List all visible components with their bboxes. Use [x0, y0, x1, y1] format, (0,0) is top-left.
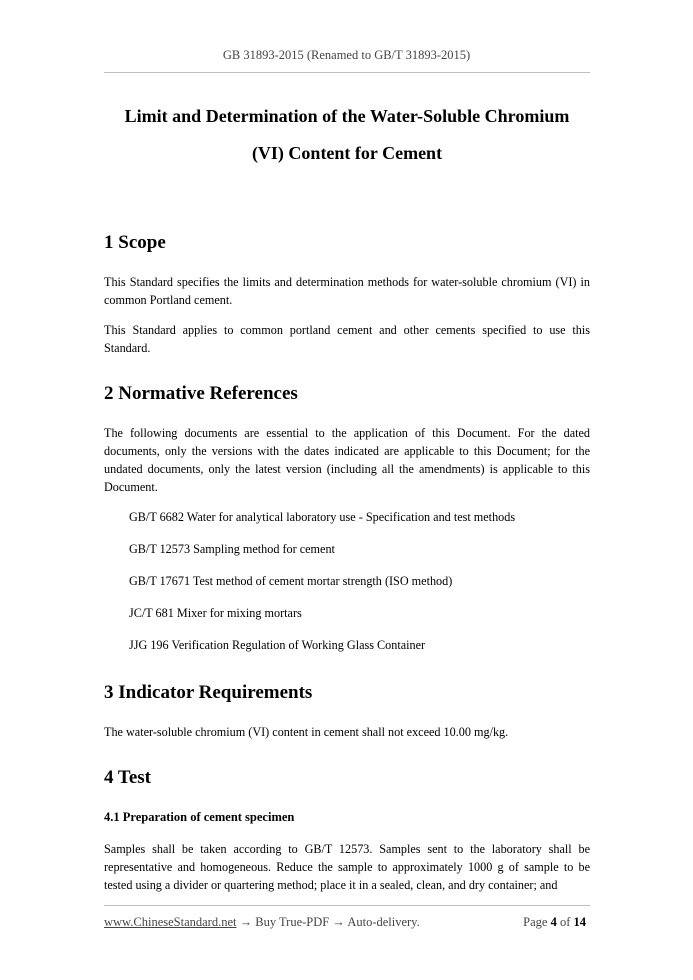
- header-divider: [104, 72, 590, 73]
- test-paragraph-1: Samples shall be taken according to GB/T 12573. Samples sent to the laboratory shall be representative and homogeneous. Reduce the sample to approximately 1000 g of sample to be tested using a divider or quartering method; place it in a sealed, clean, and dry container; and: [104, 842, 590, 892]
- of-label: of: [559, 915, 571, 929]
- section-heading-test: 4 Test: [104, 767, 151, 788]
- reference-item: GB/T 17671 Test method of cement mortar strength (ISO method): [129, 574, 453, 588]
- page-header: GB 31893-2015 (Renamed to GB/T 31893-2015): [222, 48, 471, 62]
- scope-paragraph-1: This Standard specifies the limits and determination methods for water-soluble chromium (VI) in common Portland cement.: [104, 275, 590, 307]
- reference-item: JJG 196 Verification Regulation of Working Glass Container: [129, 638, 426, 652]
- buy-true-pdf-text: Buy True-PDF: [255, 915, 330, 929]
- reference-item: GB/T 12573 Sampling method for cement: [129, 542, 335, 556]
- reference-item: GB/T 6682 Water for analytical laboratory use - Specification and test methods: [129, 510, 516, 524]
- reference-item: JC/T 681 Mixer for mixing mortars: [129, 606, 302, 620]
- arrow-right-icon: →: [332, 915, 345, 929]
- total-pages: 14: [573, 915, 586, 929]
- subsection-heading-4-1: 4.1 Preparation of cement specimen: [104, 810, 295, 824]
- current-page: 4: [550, 915, 557, 929]
- chinesestandard-link[interactable]: www.ChineseStandard.net: [104, 915, 237, 929]
- auto-delivery-text: Auto-delivery.: [347, 915, 420, 929]
- section-heading-indicator-requirements: 3 Indicator Requirements: [104, 682, 313, 703]
- footer-promo: [104, 915, 420, 930]
- section-heading-scope: 1 Scope: [104, 232, 166, 253]
- page-label: Page: [523, 915, 548, 929]
- arrow-right-icon: →: [239, 915, 253, 929]
- page-number: [523, 915, 586, 930]
- document-title: [104, 98, 590, 172]
- scope-paragraph-2: This Standard applies to common portland cement and other cements specified to use this Standard.: [104, 323, 590, 355]
- normative-paragraph: The following documents are essential to the application of this Document. For the dated documents, only the versions with the dates indicated are applicable to this Document; for the undated documents, only the latest version (including all the amendments) is applicable to this Document.: [104, 426, 590, 494]
- title-line-2: (VI) Content for Cement: [251, 143, 443, 163]
- indicator-paragraph: The water-soluble chromium (VI) content in cement shall not exceed 10.00 mg/kg.: [104, 725, 509, 739]
- title-line-1: Limit and Determination of the Water-Soluble Chromium: [124, 106, 570, 126]
- footer-divider: [104, 905, 590, 906]
- document-body: [104, 230, 590, 906]
- section-heading-normative-references: 2 Normative References: [104, 383, 298, 404]
